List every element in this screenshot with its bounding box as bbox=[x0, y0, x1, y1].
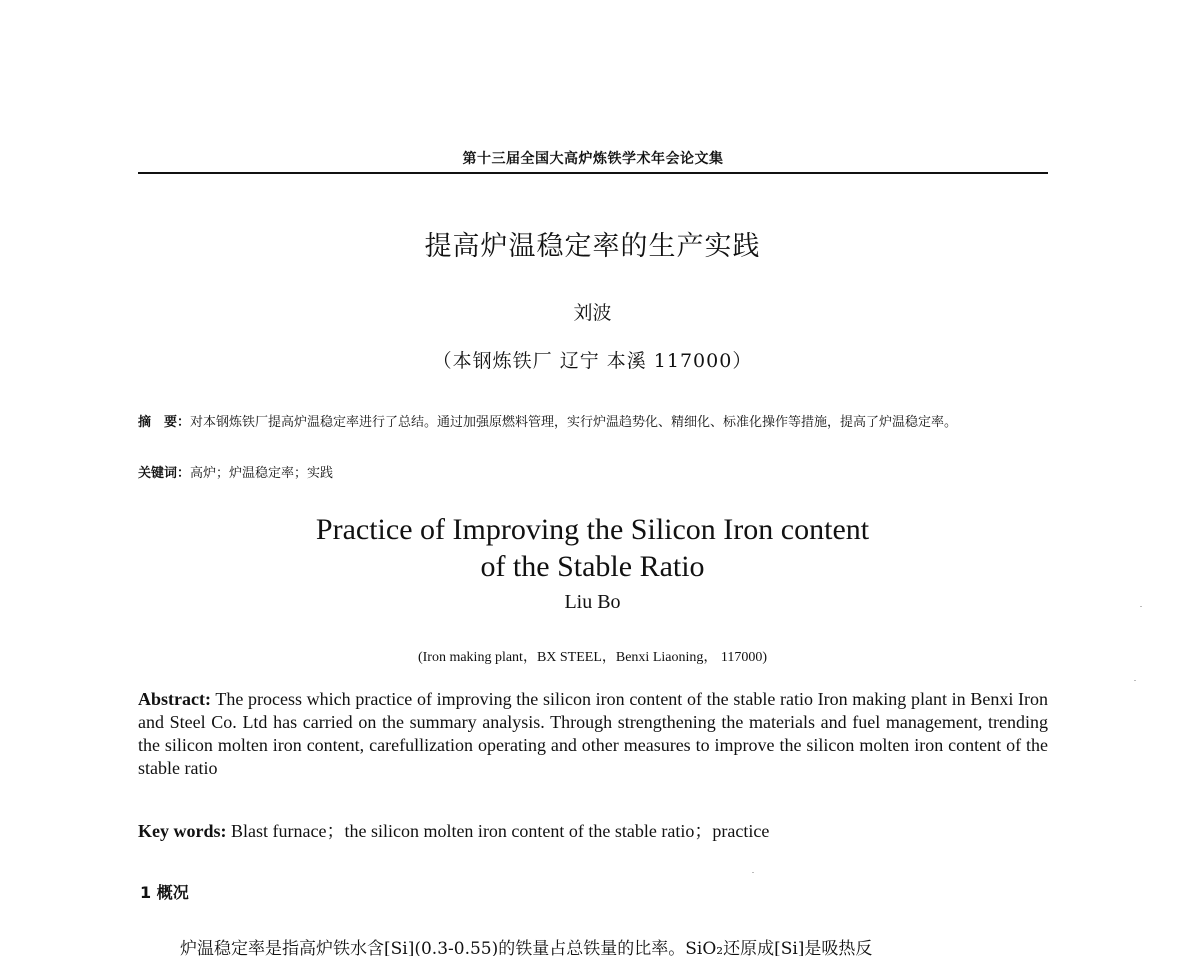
chinese-abstract-text: 对本钢炼铁厂提高炉温稳定率进行了总结。通过加强原燃料管理，实行炉温趋势化、精细化、标准化操作等措施，提高了炉温稳定率。 bbox=[190, 415, 958, 430]
english-keywords-text: Blast furnace；the silicon molten iron content of the stable ratio；practice bbox=[231, 821, 770, 841]
scan-speck bbox=[752, 872, 754, 873]
section-1-first-line: 炉温稳定率是指高炉铁水含[Si](0.3-0.55)的铁量占总铁量的比率。SiO₂还原成[Si]是吸热反 bbox=[180, 939, 873, 956]
chinese-keywords bbox=[138, 464, 1058, 484]
header-rule bbox=[138, 172, 1048, 174]
chinese-keywords-text: 高炉；炉温稳定率；实践 bbox=[190, 466, 334, 481]
english-keywords bbox=[138, 820, 1048, 843]
english-title-line-1: Practice of Improving the Silicon Iron content bbox=[315, 513, 870, 546]
scan-speck bbox=[1140, 606, 1142, 607]
chinese-affiliation: （本钢炼铁厂 辽宁 本溪 117000） bbox=[432, 350, 753, 372]
running-head: 第十三届全国大高炉炼铁学术年会论文集 bbox=[462, 151, 724, 167]
chinese-keywords-label: 关键词： bbox=[138, 466, 191, 481]
english-author: Liu Bo bbox=[564, 591, 621, 613]
english-abstract-text: The process which practice of improving the silicon iron content of the stable ratio Iron making plant in Benxi Iron and Steel Co. Ltd has carried on the summary analysis. Through strengthening the materials and fuel management, trending the silicon molten iron content, carefullization operating and other measures to improve the silicon molten iron content of the stable ratio bbox=[138, 689, 1048, 778]
english-abstract bbox=[138, 688, 1048, 780]
chinese-abstract-label: 摘 要： bbox=[138, 415, 191, 430]
chinese-abstract bbox=[138, 413, 1058, 433]
english-keywords-label: Key words: bbox=[138, 821, 227, 841]
english-title-line-2: of the Stable Ratio bbox=[480, 550, 705, 583]
english-affiliation: (Iron making plant，BX STEEL，Benxi Liaoning， 117000) bbox=[417, 650, 768, 665]
scan-speck bbox=[1134, 680, 1136, 681]
chinese-title: 提高炉温稳定率的生产实践 bbox=[424, 231, 761, 262]
english-abstract-label: Abstract: bbox=[138, 689, 211, 709]
chinese-author: 刘波 bbox=[573, 302, 612, 324]
section-1-heading: 1 概况 bbox=[140, 883, 189, 902]
